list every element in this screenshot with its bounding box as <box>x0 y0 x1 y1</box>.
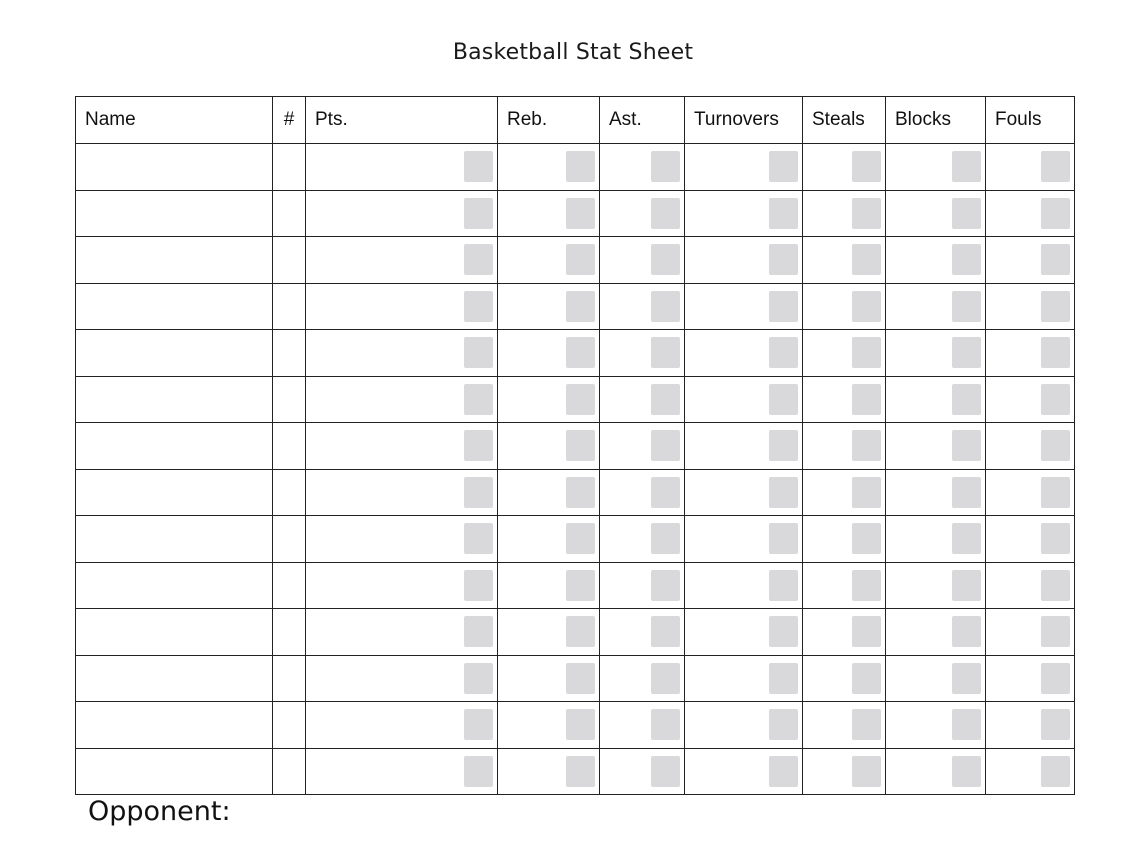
cell-fouls[interactable] <box>986 702 1075 749</box>
cell-assists[interactable] <box>600 609 685 656</box>
cell-name[interactable] <box>76 144 273 191</box>
rebounds-entry-box[interactable] <box>566 384 595 415</box>
cell-points[interactable] <box>306 516 498 563</box>
table-row <box>76 562 1075 609</box>
cell-number[interactable] <box>273 655 306 702</box>
points-entry-box[interactable] <box>464 384 493 415</box>
cell-steals[interactable] <box>803 330 886 377</box>
blocks-entry-box[interactable] <box>952 570 981 601</box>
fouls-entry-box[interactable] <box>1041 523 1070 554</box>
steals-entry-box[interactable] <box>852 291 881 322</box>
cell-blocks[interactable] <box>886 748 986 795</box>
cell-number[interactable] <box>273 609 306 656</box>
steals-entry-box[interactable] <box>852 663 881 694</box>
cell-steals[interactable] <box>803 655 886 702</box>
steals-entry-box[interactable] <box>852 709 881 740</box>
cell-steals[interactable] <box>803 469 886 516</box>
blocks-entry-box[interactable] <box>952 337 981 368</box>
cell-steals[interactable] <box>803 237 886 284</box>
cell-name[interactable] <box>76 423 273 470</box>
cell-rebounds[interactable] <box>498 190 600 237</box>
cell-assists[interactable] <box>600 469 685 516</box>
stat-table <box>75 96 1075 795</box>
cell-number[interactable] <box>273 562 306 609</box>
cell-blocks[interactable] <box>886 237 986 284</box>
assists-entry-box[interactable] <box>651 430 680 461</box>
cell-name[interactable] <box>76 376 273 423</box>
cell-turnovers[interactable] <box>685 702 803 749</box>
cell-points[interactable] <box>306 609 498 656</box>
cell-blocks[interactable] <box>886 423 986 470</box>
table-row <box>76 655 1075 702</box>
cell-number[interactable] <box>273 748 306 795</box>
points-entry-box[interactable] <box>464 570 493 601</box>
assists-entry-box[interactable] <box>651 663 680 694</box>
cell-steals[interactable] <box>803 283 886 330</box>
cell-turnovers[interactable] <box>685 283 803 330</box>
steals-entry-box[interactable] <box>852 151 881 182</box>
points-entry-box[interactable] <box>464 709 493 740</box>
cell-points[interactable] <box>306 469 498 516</box>
points-entry-box[interactable] <box>464 244 493 275</box>
cell-rebounds[interactable] <box>498 702 600 749</box>
cell-points[interactable] <box>306 562 498 609</box>
cell-rebounds[interactable] <box>498 562 600 609</box>
cell-fouls[interactable] <box>986 748 1075 795</box>
column-header-rebounds: Reb. <box>498 97 600 144</box>
cell-turnovers[interactable] <box>685 423 803 470</box>
rebounds-entry-box[interactable] <box>566 709 595 740</box>
blocks-entry-box[interactable] <box>952 384 981 415</box>
cell-blocks[interactable] <box>886 190 986 237</box>
cell-blocks[interactable] <box>886 702 986 749</box>
table-row <box>76 423 1075 470</box>
points-entry-box[interactable] <box>464 198 493 229</box>
fouls-entry-box[interactable] <box>1041 244 1070 275</box>
column-header-fouls: Fouls <box>986 97 1075 144</box>
assists-entry-box[interactable] <box>651 709 680 740</box>
rebounds-entry-box[interactable] <box>566 198 595 229</box>
cell-turnovers[interactable] <box>685 237 803 284</box>
cell-fouls[interactable] <box>986 562 1075 609</box>
table-row <box>76 283 1075 330</box>
cell-blocks[interactable] <box>886 655 986 702</box>
cell-fouls[interactable] <box>986 330 1075 377</box>
fouls-entry-box[interactable] <box>1041 430 1070 461</box>
cell-assists[interactable] <box>600 655 685 702</box>
cell-steals[interactable] <box>803 748 886 795</box>
cell-steals[interactable] <box>803 562 886 609</box>
cell-turnovers[interactable] <box>685 330 803 377</box>
cell-number[interactable] <box>273 516 306 563</box>
rebounds-entry-box[interactable] <box>566 756 595 787</box>
points-entry-box[interactable] <box>464 663 493 694</box>
column-header-assists: Ast. <box>600 97 685 144</box>
points-entry-box[interactable] <box>464 337 493 368</box>
steals-entry-box[interactable] <box>852 430 881 461</box>
cell-assists[interactable] <box>600 376 685 423</box>
fouls-entry-box[interactable] <box>1041 198 1070 229</box>
assists-entry-box[interactable] <box>651 570 680 601</box>
cell-number[interactable] <box>273 376 306 423</box>
cell-number[interactable] <box>273 423 306 470</box>
assists-entry-box[interactable] <box>651 523 680 554</box>
assists-entry-box[interactable] <box>651 291 680 322</box>
cell-steals[interactable] <box>803 702 886 749</box>
blocks-entry-box[interactable] <box>952 616 981 647</box>
assists-entry-box[interactable] <box>651 337 680 368</box>
blocks-entry-box[interactable] <box>952 477 981 508</box>
rebounds-entry-box[interactable] <box>566 291 595 322</box>
turnovers-entry-box[interactable] <box>769 337 798 368</box>
blocks-entry-box[interactable] <box>952 663 981 694</box>
column-header-number: # <box>273 97 306 144</box>
cell-name[interactable] <box>76 330 273 377</box>
cell-assists[interactable] <box>600 283 685 330</box>
turnovers-entry-box[interactable] <box>769 291 798 322</box>
cell-number[interactable] <box>273 144 306 191</box>
cell-assists[interactable] <box>600 190 685 237</box>
cell-fouls[interactable] <box>986 144 1075 191</box>
fouls-entry-box[interactable] <box>1041 477 1070 508</box>
cell-rebounds[interactable] <box>498 469 600 516</box>
cell-points[interactable] <box>306 655 498 702</box>
assists-entry-box[interactable] <box>651 384 680 415</box>
cell-name[interactable] <box>76 702 273 749</box>
blocks-entry-box[interactable] <box>952 291 981 322</box>
cell-rebounds[interactable] <box>498 376 600 423</box>
cell-blocks[interactable] <box>886 562 986 609</box>
table-row <box>76 330 1075 377</box>
rebounds-entry-box[interactable] <box>566 337 595 368</box>
cell-blocks[interactable] <box>886 516 986 563</box>
cell-steals[interactable] <box>803 516 886 563</box>
points-entry-box[interactable] <box>464 756 493 787</box>
cell-blocks[interactable] <box>886 469 986 516</box>
cell-turnovers[interactable] <box>685 516 803 563</box>
fouls-entry-box[interactable] <box>1041 663 1070 694</box>
cell-rebounds[interactable] <box>498 237 600 284</box>
cell-name[interactable] <box>76 469 273 516</box>
blocks-entry-box[interactable] <box>952 756 981 787</box>
steals-entry-box[interactable] <box>852 198 881 229</box>
points-entry-box[interactable] <box>464 523 493 554</box>
fouls-entry-box[interactable] <box>1041 616 1070 647</box>
cell-blocks[interactable] <box>886 144 986 191</box>
steals-entry-box[interactable] <box>852 523 881 554</box>
cell-blocks[interactable] <box>886 376 986 423</box>
turnovers-entry-box[interactable] <box>769 523 798 554</box>
cell-blocks[interactable] <box>886 330 986 377</box>
header-row <box>76 97 1075 144</box>
cell-points[interactable] <box>306 330 498 377</box>
rebounds-entry-box[interactable] <box>566 570 595 601</box>
cell-fouls[interactable] <box>986 469 1075 516</box>
cell-number[interactable] <box>273 190 306 237</box>
cell-fouls[interactable] <box>986 516 1075 563</box>
turnovers-entry-box[interactable] <box>769 756 798 787</box>
turnovers-entry-box[interactable] <box>769 384 798 415</box>
cell-fouls[interactable] <box>986 609 1075 656</box>
table-row <box>76 609 1075 656</box>
cell-fouls[interactable] <box>986 190 1075 237</box>
steals-entry-box[interactable] <box>852 570 881 601</box>
table-row <box>76 702 1075 749</box>
rebounds-entry-box[interactable] <box>566 663 595 694</box>
turnovers-entry-box[interactable] <box>769 616 798 647</box>
cell-assists[interactable] <box>600 330 685 377</box>
cell-points[interactable] <box>306 376 498 423</box>
fouls-entry-box[interactable] <box>1041 756 1070 787</box>
blocks-entry-box[interactable] <box>952 523 981 554</box>
points-entry-box[interactable] <box>464 430 493 461</box>
cell-steals[interactable] <box>803 609 886 656</box>
cell-turnovers[interactable] <box>685 376 803 423</box>
turnovers-entry-box[interactable] <box>769 151 798 182</box>
turnovers-entry-box[interactable] <box>769 663 798 694</box>
steals-entry-box[interactable] <box>852 477 881 508</box>
assists-entry-box[interactable] <box>651 616 680 647</box>
rebounds-entry-box[interactable] <box>566 523 595 554</box>
points-entry-box[interactable] <box>464 616 493 647</box>
cell-number[interactable] <box>273 702 306 749</box>
cell-blocks[interactable] <box>886 609 986 656</box>
column-header-turnovers: Turnovers <box>685 97 803 144</box>
turnovers-entry-box[interactable] <box>769 570 798 601</box>
fouls-entry-box[interactable] <box>1041 151 1070 182</box>
cell-fouls[interactable] <box>986 376 1075 423</box>
cell-rebounds[interactable] <box>498 144 600 191</box>
cell-name[interactable] <box>76 516 273 563</box>
turnovers-entry-box[interactable] <box>769 709 798 740</box>
assists-entry-box[interactable] <box>651 244 680 275</box>
cell-points[interactable] <box>306 190 498 237</box>
blocks-entry-box[interactable] <box>952 709 981 740</box>
cell-assists[interactable] <box>600 562 685 609</box>
table-row <box>76 748 1075 795</box>
steals-entry-box[interactable] <box>852 384 881 415</box>
turnovers-entry-box[interactable] <box>769 477 798 508</box>
steals-entry-box[interactable] <box>852 337 881 368</box>
cell-assists[interactable] <box>600 237 685 284</box>
cell-steals[interactable] <box>803 144 886 191</box>
table-row <box>76 190 1075 237</box>
table-row <box>76 469 1075 516</box>
table-row <box>76 376 1075 423</box>
cell-points[interactable] <box>306 144 498 191</box>
opponent-label: Opponent: <box>88 796 231 827</box>
cell-steals[interactable] <box>803 423 886 470</box>
cell-name[interactable] <box>76 283 273 330</box>
cell-turnovers[interactable] <box>685 655 803 702</box>
steals-entry-box[interactable] <box>852 616 881 647</box>
cell-name[interactable] <box>76 237 273 284</box>
sheet-title: Basketball Stat Sheet <box>452 40 694 65</box>
points-entry-box[interactable] <box>464 151 493 182</box>
fouls-entry-box[interactable] <box>1041 291 1070 322</box>
cell-steals[interactable] <box>803 190 886 237</box>
cell-points[interactable] <box>306 237 498 284</box>
assists-entry-box[interactable] <box>651 198 680 229</box>
cell-number[interactable] <box>273 237 306 284</box>
cell-rebounds[interactable] <box>498 516 600 563</box>
cell-turnovers[interactable] <box>685 144 803 191</box>
cell-rebounds[interactable] <box>498 283 600 330</box>
turnovers-entry-box[interactable] <box>769 198 798 229</box>
cell-turnovers[interactable] <box>685 562 803 609</box>
steals-entry-box[interactable] <box>852 244 881 275</box>
cell-name[interactable] <box>76 190 273 237</box>
cell-points[interactable] <box>306 283 498 330</box>
cell-turnovers[interactable] <box>685 609 803 656</box>
cell-rebounds[interactable] <box>498 748 600 795</box>
points-entry-box[interactable] <box>464 291 493 322</box>
cell-fouls[interactable] <box>986 283 1075 330</box>
blocks-entry-box[interactable] <box>952 151 981 182</box>
stat-table-body <box>76 144 1075 795</box>
column-header-name: Name <box>76 97 273 144</box>
cell-points[interactable] <box>306 702 498 749</box>
rebounds-entry-box[interactable] <box>566 244 595 275</box>
rebounds-entry-box[interactable] <box>566 477 595 508</box>
column-header-blocks: Blocks <box>886 97 986 144</box>
cell-points[interactable] <box>306 748 498 795</box>
fouls-entry-box[interactable] <box>1041 337 1070 368</box>
cell-number[interactable] <box>273 283 306 330</box>
fouls-entry-box[interactable] <box>1041 570 1070 601</box>
points-entry-box[interactable] <box>464 477 493 508</box>
fouls-entry-box[interactable] <box>1041 384 1070 415</box>
cell-name[interactable] <box>76 655 273 702</box>
turnovers-entry-box[interactable] <box>769 244 798 275</box>
cell-fouls[interactable] <box>986 655 1075 702</box>
blocks-entry-box[interactable] <box>952 244 981 275</box>
cell-assists[interactable] <box>600 423 685 470</box>
cell-name[interactable] <box>76 562 273 609</box>
cell-name[interactable] <box>76 609 273 656</box>
turnovers-entry-box[interactable] <box>769 430 798 461</box>
assists-entry-box[interactable] <box>651 477 680 508</box>
steals-entry-box[interactable] <box>852 756 881 787</box>
fouls-entry-box[interactable] <box>1041 709 1070 740</box>
cell-steals[interactable] <box>803 376 886 423</box>
cell-fouls[interactable] <box>986 423 1075 470</box>
cell-turnovers[interactable] <box>685 190 803 237</box>
column-header-points: Pts. <box>306 97 498 144</box>
cell-number[interactable] <box>273 330 306 377</box>
cell-turnovers[interactable] <box>685 748 803 795</box>
table-row <box>76 516 1075 563</box>
cell-number[interactable] <box>273 469 306 516</box>
cell-assists[interactable] <box>600 144 685 191</box>
cell-turnovers[interactable] <box>685 469 803 516</box>
column-header-steals: Steals <box>803 97 886 144</box>
cell-assists[interactable] <box>600 748 685 795</box>
cell-rebounds[interactable] <box>498 609 600 656</box>
rebounds-entry-box[interactable] <box>566 616 595 647</box>
blocks-entry-box[interactable] <box>952 198 981 229</box>
cell-name[interactable] <box>76 748 273 795</box>
cell-assists[interactable] <box>600 702 685 749</box>
cell-fouls[interactable] <box>986 237 1075 284</box>
cell-rebounds[interactable] <box>498 655 600 702</box>
cell-rebounds[interactable] <box>498 330 600 377</box>
table-row <box>76 144 1075 191</box>
rebounds-entry-box[interactable] <box>566 430 595 461</box>
assists-entry-box[interactable] <box>651 151 680 182</box>
rebounds-entry-box[interactable] <box>566 151 595 182</box>
cell-blocks[interactable] <box>886 283 986 330</box>
table-row <box>76 237 1075 284</box>
blocks-entry-box[interactable] <box>952 430 981 461</box>
cell-rebounds[interactable] <box>498 423 600 470</box>
cell-assists[interactable] <box>600 516 685 563</box>
assists-entry-box[interactable] <box>651 756 680 787</box>
cell-points[interactable] <box>306 423 498 470</box>
